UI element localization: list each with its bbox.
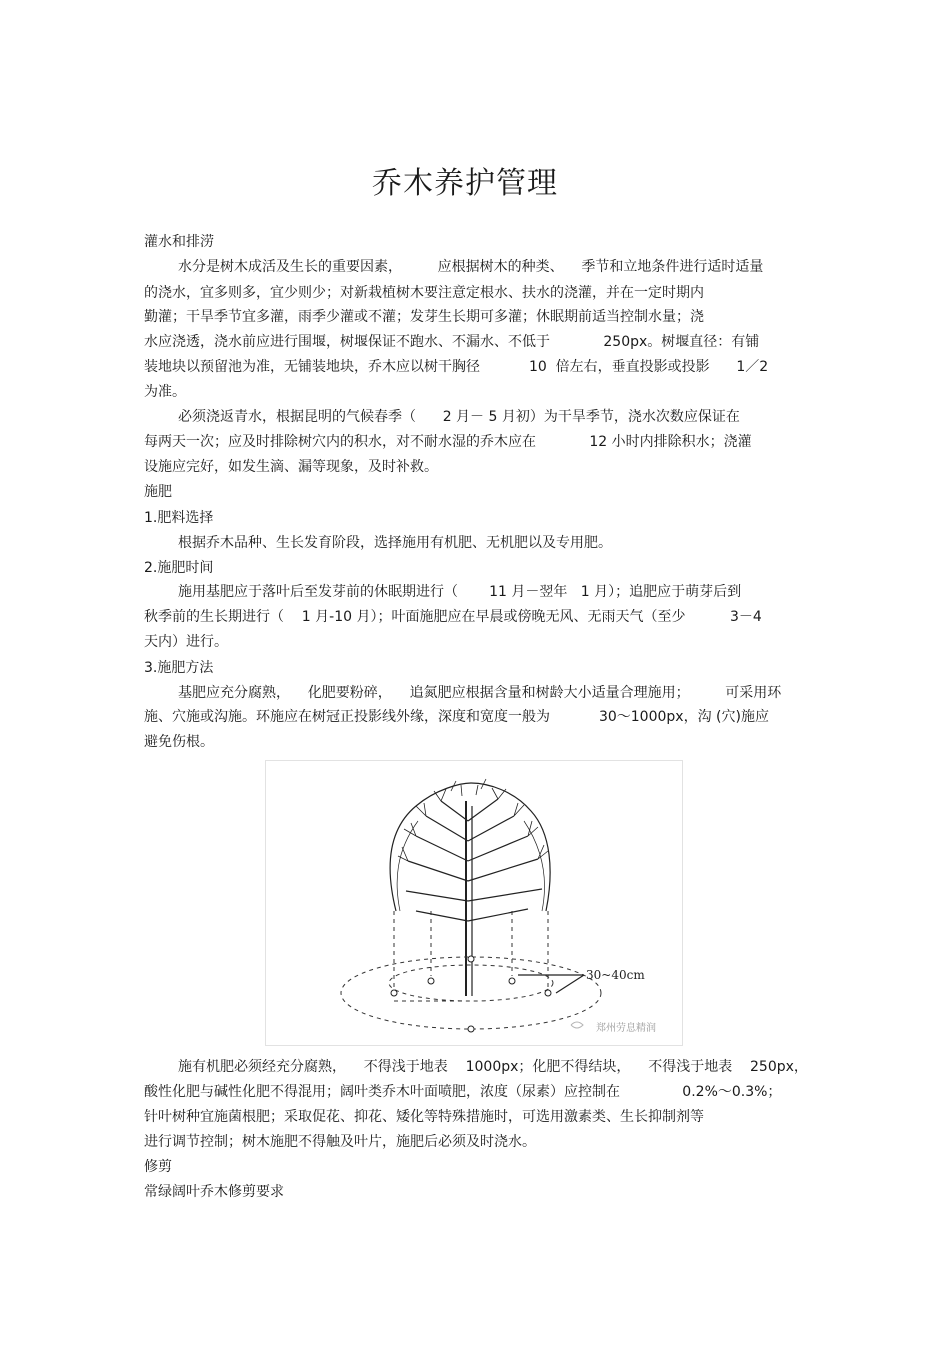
paragraph-line: 秋季前的生长期进行（ 1 月-10 月）；叶面施肥应在早晨或傍晚无风、无雨天气（至少 3－4 [144, 609, 762, 625]
subheading-fertilizing-time: 2.施肥时间 [144, 560, 214, 576]
section-heading-pruning: 修剪 [144, 1159, 172, 1175]
paragraph-line: 根据乔木品种、生长发育阶段，选择施用有机肥、无机肥以及专用肥。 [178, 535, 612, 551]
paragraph-line: 进行调节控制；树木施肥不得触及叶片，施肥后必须及时浇水。 [144, 1134, 536, 1150]
paragraph-line: 施用基肥应于落叶后至发芽前的休眠期进行（ 11 月－翌年 1 月）；追肥应于萌芽后到 [178, 584, 742, 600]
dimension-label: 30~40cm [586, 968, 645, 982]
tree-fertilizing-diagram [265, 760, 683, 1046]
paragraph-line: 必须浇返青水，根据昆明的气候春季（ 2 月－ 5 月初）为干旱季节，浇水次数应保证在 [178, 409, 740, 425]
watermark-text: 郑州劳息精润 [596, 1023, 656, 1034]
paragraph-line: 水分是树木成活及生长的重要因素， 应根据树木的种类、 季节和立地条件进行适时适量 [178, 259, 764, 275]
paragraph-line: 施有机肥必须经充分腐熟， 不得浅于地表 1000px；化肥不得结块， 不得浅于地表 250px， [178, 1059, 808, 1075]
section-heading-irrigation: 灌水和排涝 [144, 234, 214, 250]
paragraph-line: 勤灌；干旱季节宜多灌，雨季少灌或不灌；发芽生长期可多灌；休眠期前适当控制水量；浇 [144, 309, 704, 325]
paragraph-line: 的浇水，宜多则多，宜少则少；对新栽植树木要注意定根水、扶水的浇灌，并在一定时期内 [144, 285, 704, 301]
paragraph-line: 避免伤根。 [144, 734, 214, 750]
paragraph-line: 水应浇透，浇水前应进行围堰，树堰保证不跑水、不漏水、不低于 250px。树堰直径：有铺 [144, 334, 760, 350]
subheading-evergreen-pruning: 常绿阔叶乔木修剪要求 [144, 1184, 284, 1200]
paragraph-line: 针叶树种宜施菌根肥；采取促花、抑花、矮化等特殊措施时，可选用激素类、生长抑制剂等 [144, 1109, 704, 1125]
section-heading-fertilizing: 施肥 [144, 484, 172, 500]
paragraph-line: 为准。 [144, 384, 186, 400]
paragraph-line: 装地块以预留池为准，无铺装地块，乔木应以树干胸径 10 倍左右，垂直投影或投影 1／2 [144, 359, 769, 375]
subheading-fertilizer-choice: 1.肥料选择 [144, 510, 214, 526]
subheading-fertilizing-method: 3.施肥方法 [144, 660, 214, 676]
paragraph-line: 酸性化肥与碱性化肥不得混用；阔叶类乔木叶面喷肥，浓度（尿素）应控制在 0.2%～0.3%； [144, 1084, 782, 1100]
paragraph-line: 施、穴施或沟施。环施应在树冠正投影线外缘，深度和宽度一般为 30～1000px，沟 (穴)施应 [144, 709, 769, 725]
paragraph-line: 每两天一次；应及时排除树穴内的积水，对不耐水湿的乔木应在 12 小时内排除积水；浇灌 [144, 434, 752, 450]
page-title: 乔木养护管理 [372, 166, 558, 201]
paragraph-line: 设施应完好，如发生滴、漏等现象，及时补救。 [144, 459, 438, 475]
paragraph-line: 天内）进行。 [144, 634, 228, 650]
watermark-icon [571, 1022, 583, 1028]
tree-icon [390, 779, 550, 996]
paragraph-line: 基肥应充分腐熟， 化肥要粉碎， 追氮肥应根据含量和树龄大小适量合理施用； 可采用环 [178, 685, 782, 701]
